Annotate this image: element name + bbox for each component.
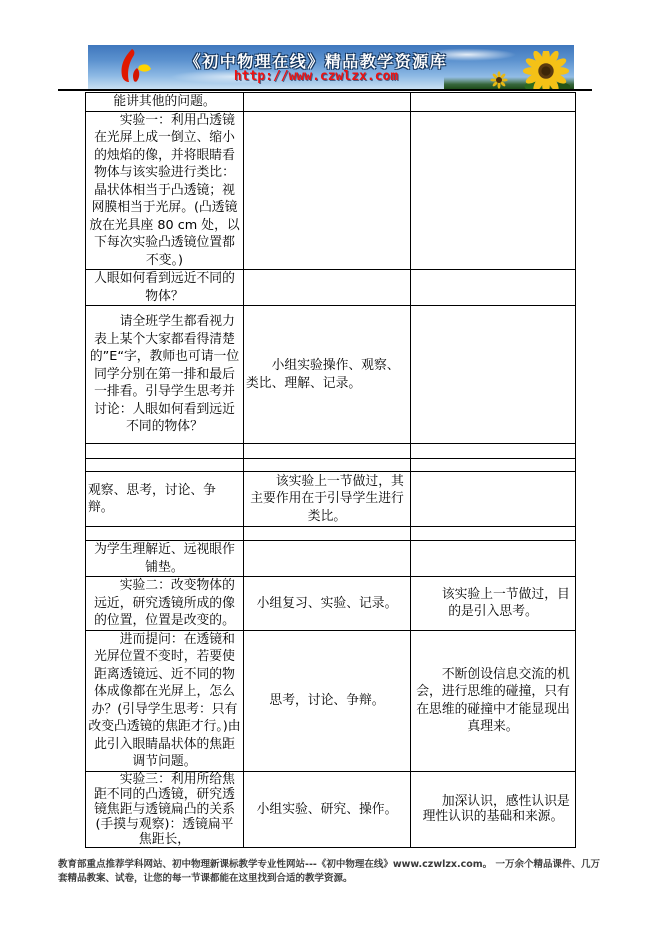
cell-r0-activity xyxy=(244,93,411,112)
cell-r6-teaching: 观察、思考，讨论、争辩。 xyxy=(86,472,244,527)
cell-r5-teaching xyxy=(86,459,244,472)
cell-r7-rationale xyxy=(411,527,576,541)
cell-r0-teaching: 能讲其他的问题。 xyxy=(86,93,244,112)
cell-r3-teaching: 请全班学生都看视力表上某个大家都看得清楚的”E“字，教师也可请一位同学分别在第一排和最后一排看。引导学生思考并讨论：人眼如何看到远近不同的物体？ xyxy=(86,306,244,444)
table-row xyxy=(86,459,576,472)
table-row xyxy=(86,472,576,527)
cell-r2-rationale xyxy=(411,270,576,306)
cell-r11-activity: 小组实验、研究、操作。 xyxy=(244,771,411,847)
cell-r11-teaching: 实验三：利用所给焦距不同的凸透镜，研究透镜焦距与透镜扁凸的关系(手摸与观察)：透镜扁平 焦距长， xyxy=(86,771,244,847)
cell-r6-activity: 该实验上一节做过，其主要作用在于引导学生进行类比。 xyxy=(244,472,411,527)
table-row xyxy=(86,527,576,541)
cell-r2-teaching: 人眼如何看到远近不同的物体？ xyxy=(86,270,244,306)
cell-r6-rationale xyxy=(411,472,576,527)
cell-r11-rationale: 加深认识，感性认识是理性认识的基础和来源。 xyxy=(411,771,576,847)
cell-r1-activity xyxy=(244,111,411,270)
cell-r3-activity: 小组实验操作、观察、类比、理解、记录。 xyxy=(244,306,411,444)
lesson-plan-table xyxy=(85,92,576,848)
cell-r5-activity xyxy=(244,459,411,472)
table-row xyxy=(86,306,576,444)
banner-title: 《初中物理在线》精品教学资源库 xyxy=(184,52,448,71)
table-row xyxy=(86,93,576,112)
table-row xyxy=(86,270,576,306)
cell-r8-teaching: 为学生理解近、远视眼作铺垫。 xyxy=(86,541,244,577)
footer-note: 教育部重点推荐学科网站、初中物理新课标教学专业性网站---《初中物理在线》www.czwlzx.com。 一万余个精品课件、几万套精品教案、试卷，让您的每一节课都能在这里找到合适的教学资源。 xyxy=(58,859,600,884)
sunflower-icon xyxy=(522,51,570,89)
cell-r3-rationale xyxy=(411,306,576,444)
cell-r8-activity xyxy=(244,541,411,577)
cell-r10-rationale: 不断创设信息交流的机会，进行思维的碰撞，只有在思维的碰撞中才能显现出真理来。 xyxy=(411,630,576,771)
cell-r1-teaching: 实验一：利用凸透镜在光屏上成一倒立、缩小的烛焰的像，并将眼睛看物体与该实验进行类比：晶状体相当于凸透镜；视网膜相当于光屏。(凸透镜放在光具座 80 cm 处，以下每次实验凸透镜位置都不变。) xyxy=(86,111,244,270)
header-rule-divider xyxy=(58,89,592,91)
cell-r0-rationale xyxy=(411,93,576,112)
cell-r8-rationale xyxy=(411,541,576,577)
table-row xyxy=(86,771,576,847)
cell-r9-rationale: 该实验上一节做过，目的是引入思考。 xyxy=(411,577,576,631)
banner-url-link[interactable]: http://www.czwlzx.com xyxy=(233,69,399,84)
cell-r7-teaching xyxy=(86,527,244,541)
table-row xyxy=(86,577,576,631)
site-banner xyxy=(88,45,574,89)
cell-r4-rationale xyxy=(411,444,576,459)
cell-r5-rationale xyxy=(411,459,576,472)
sunflower-small-icon xyxy=(490,71,508,89)
cell-r2-activity xyxy=(244,270,411,306)
cell-r4-activity xyxy=(244,444,411,459)
cell-r9-teaching: 实验二：改变物体的远近，研究透镜所成的像的位置，位置是改变的。 xyxy=(86,577,244,631)
table-row xyxy=(86,630,576,771)
cell-r10-teaching: 进而提问：在透镜和光屏位置不变时，若要使距离透镜远、近不同的物体成像都在光屏上，怎么办？(引导学生思考：只有改变凸透镜的焦距才行。)由此引入眼睛晶状体的焦距调节问题。 xyxy=(86,630,244,771)
cell-r4-teaching xyxy=(86,444,244,459)
table-row xyxy=(86,444,576,459)
table-row xyxy=(86,111,576,270)
cell-r7-activity xyxy=(244,527,411,541)
table-row xyxy=(86,541,576,577)
cell-r10-activity: 思考，讨论、争辩。 xyxy=(244,630,411,771)
cell-r9-activity: 小组复习、实验、记录。 xyxy=(244,577,411,631)
cell-r1-rationale xyxy=(411,111,576,270)
